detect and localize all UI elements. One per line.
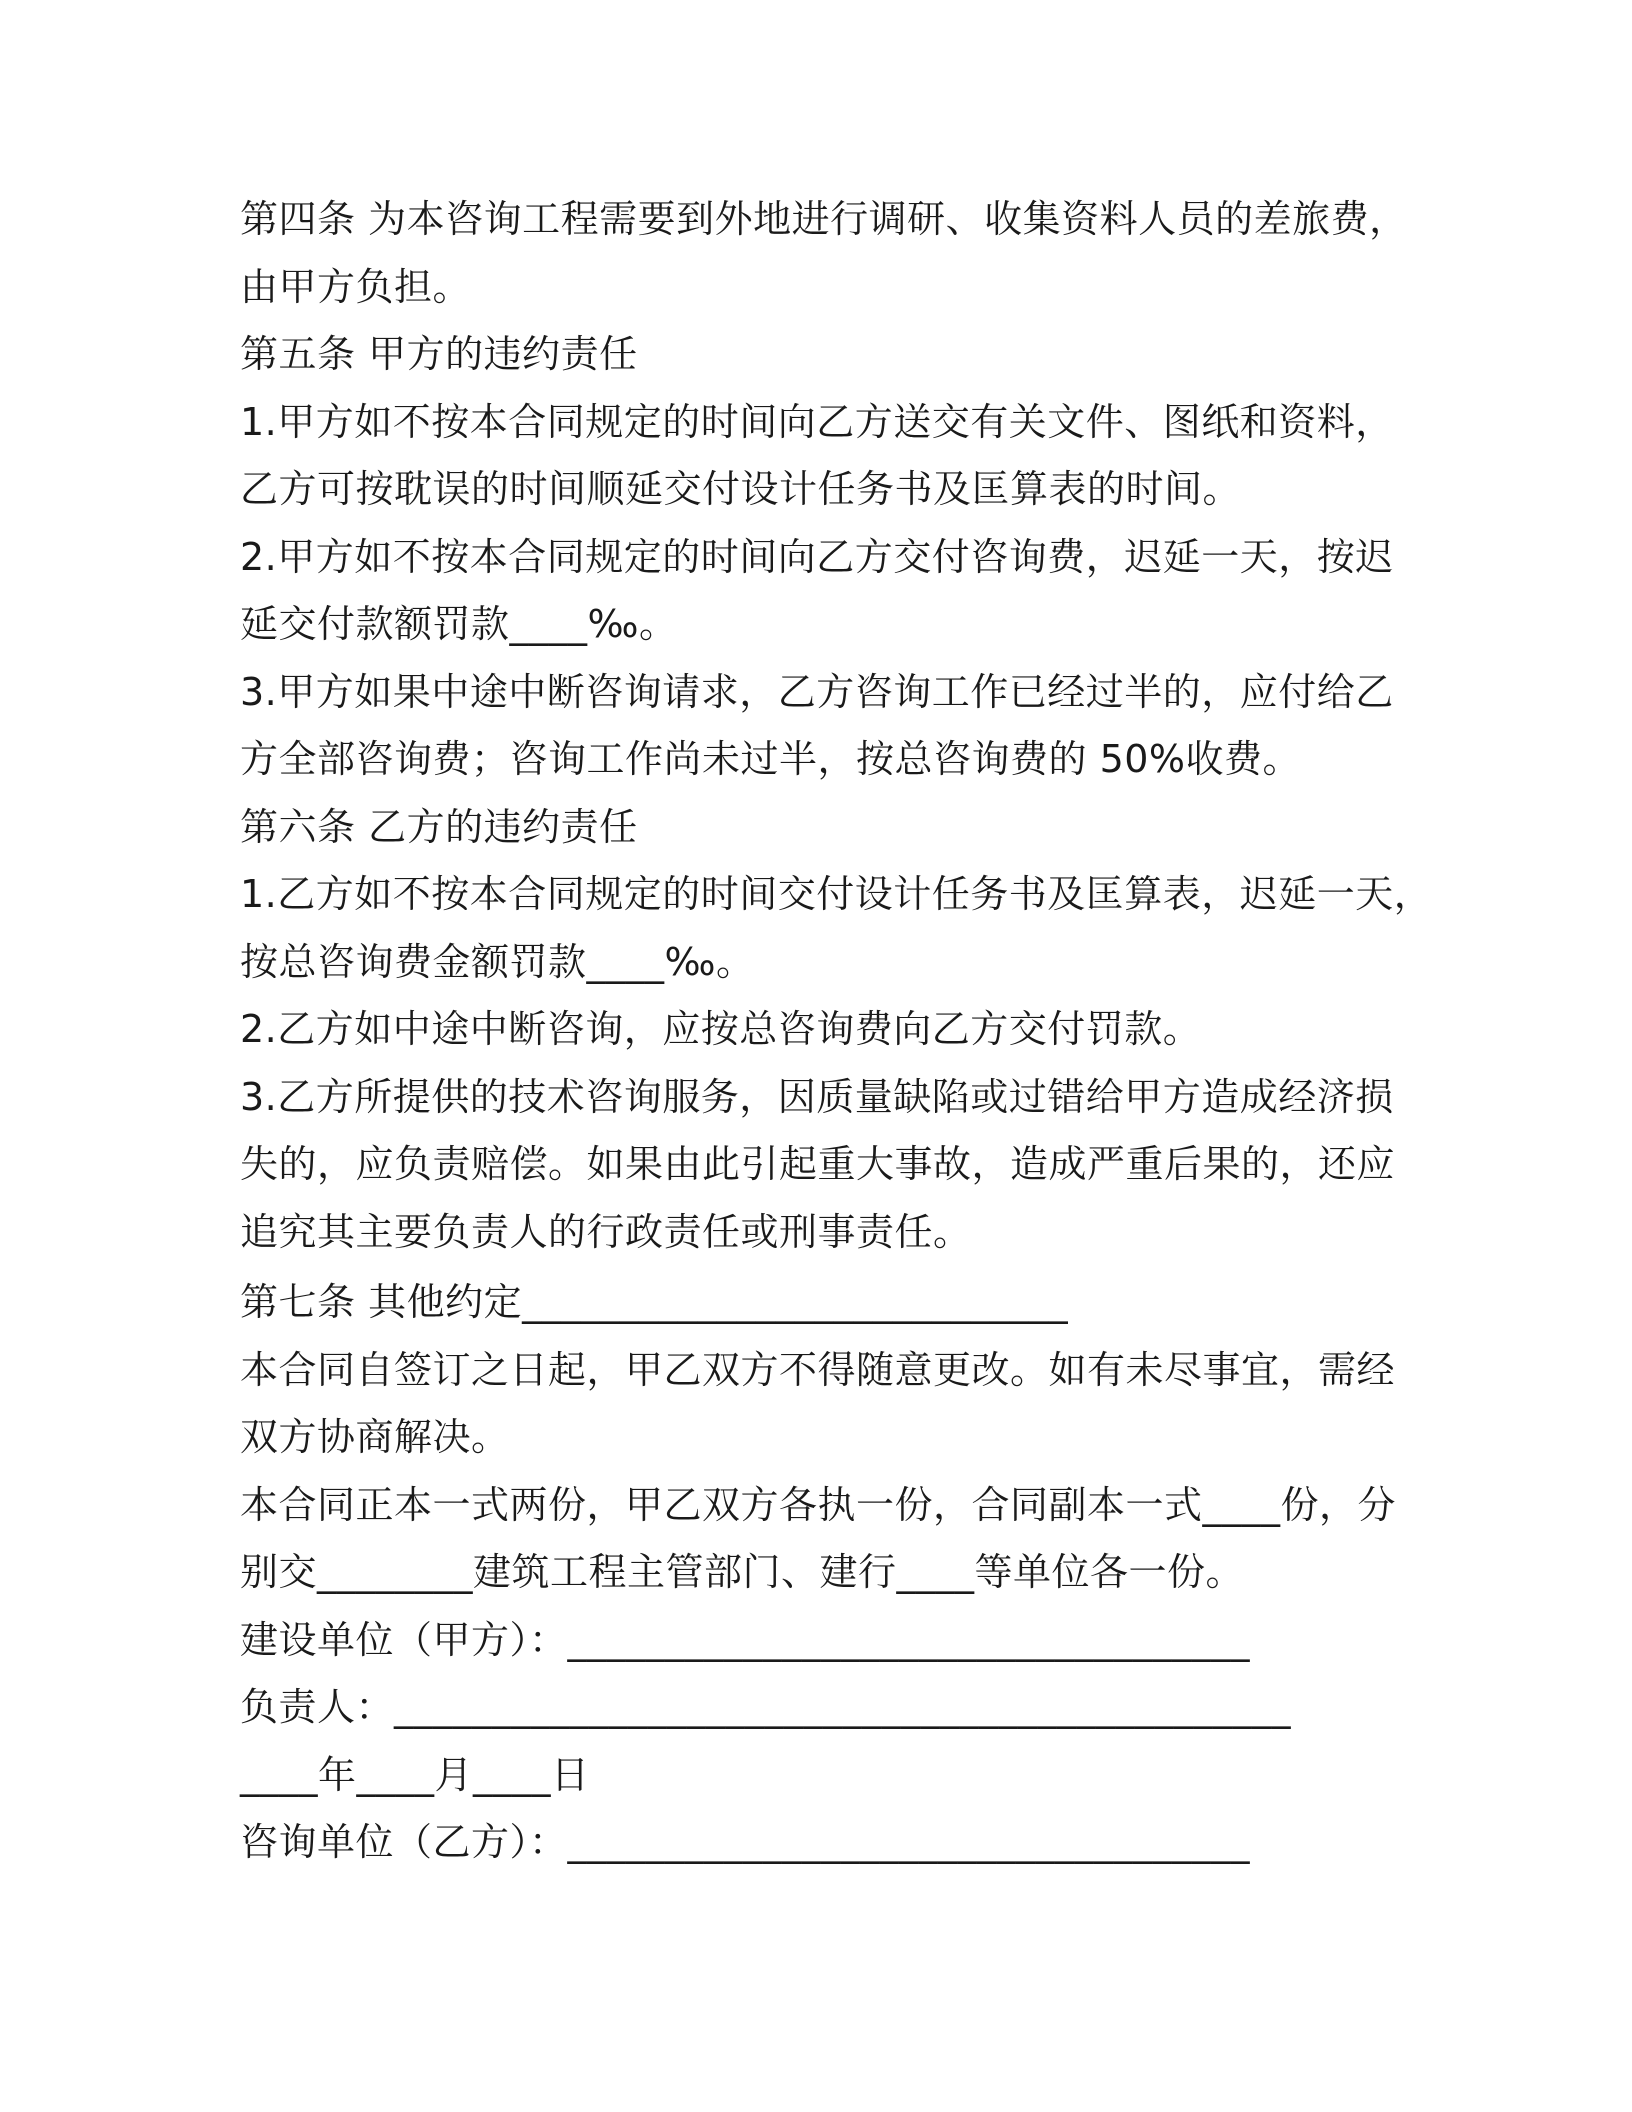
article-5-item-2-line-2: 延交付款额罚款____‰。 [240, 602, 678, 646]
article-7-heading: 第七条 其他约定____________________________ [240, 1280, 1069, 1324]
article-5-item-1-line-2: 乙方可按耽误的时间顺延交付设计任务书及匡算表的时间。 [240, 467, 1242, 511]
party-a-signature-field: 建设单位（甲方）：___________________________________ [240, 1617, 1251, 1662]
party-b-signature-field: 咨询单位（乙方）：___________________________________ [240, 1820, 1251, 1864]
article-5-item-3-line-1: 3.甲方如果中途中断咨询请求，乙方咨询工作已经过半的，应付给乙 [240, 669, 1394, 714]
article-6-item-3-line-2: 失的，应负责赔偿。如果由此引起重大事故，造成严重后果的，还应 [240, 1142, 1396, 1186]
article-5-item-3-line-2: 方全部咨询费；咨询工作尚未过半，按总咨询费的 50%收费。 [240, 737, 1302, 781]
article-6-item-1-line-1: 1.乙方如不按本合同规定的时间交付设计任务书及匡算表，迟延一天， [240, 872, 1433, 916]
article-5-heading: 第五条 甲方的违约责任 [240, 332, 638, 376]
article-6-item-2: 2.乙方如中途中断咨询，应按总咨询费向乙方交付罚款。 [240, 1007, 1202, 1051]
article-4-line-1: 第四条 为本咨询工程需要到外地进行调研、收集资料人员的差旅费， [240, 197, 1408, 241]
article-6-item-3-line-3: 追究其主要负责人的行政责任或刑事责任。 [240, 1209, 972, 1254]
copies-clause-line-2: 别交________建筑工程主管部门、建行____等单位各一份。 [240, 1550, 1245, 1594]
article-6-item-1-line-2: 按总咨询费金额罚款____‰。 [240, 939, 755, 984]
amendment-clause-line-1: 本合同自签订之日起，甲乙双方不得随意更改。如有未尽事宜，需经 [240, 1347, 1396, 1392]
article-5-item-1-line-1: 1.甲方如不按本合同规定的时间向乙方送交有关文件、图纸和资料， [240, 399, 1394, 444]
date-field: ____年____月____日 [240, 1752, 590, 1797]
copies-clause-line-1: 本合同正本一式两份，甲乙双方各执一份，合同副本一式____份，分 [240, 1482, 1397, 1527]
article-6-item-3-line-1: 3.乙方所提供的技术咨询服务，因质量缺陷或过错给甲方造成经济损 [240, 1074, 1394, 1119]
article-6-heading: 第六条 乙方的违约责任 [240, 804, 638, 849]
article-5-item-2-line-1: 2.甲方如不按本合同规定的时间向乙方交付咨询费，迟延一天，按迟 [240, 534, 1394, 579]
contract-text [240, 186, 1433, 1877]
amendment-clause-line-2: 双方协商解决。 [240, 1415, 510, 1459]
responsible-person-field: 负责人：______________________________________________ [240, 1685, 1292, 1729]
article-4-line-2: 由甲方负担。 [240, 264, 472, 309]
